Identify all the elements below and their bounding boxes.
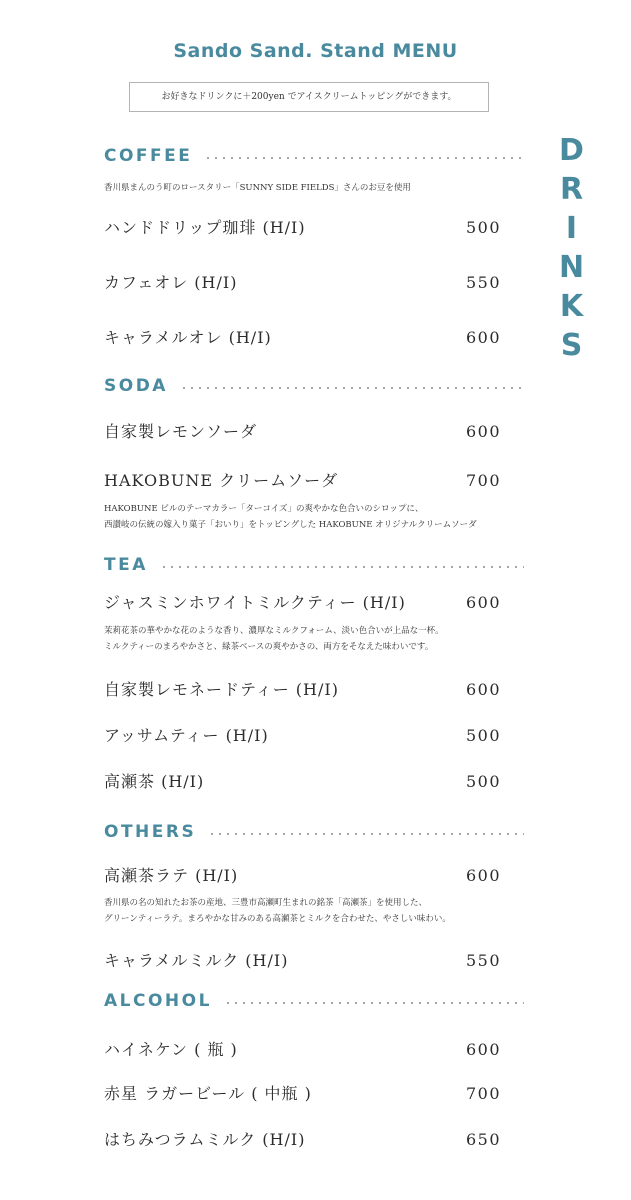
item-price: 600 — [466, 680, 502, 699]
dotted-leader — [180, 387, 524, 389]
item-name: 高瀬茶ラテ (H/I) — [104, 866, 239, 885]
item-name: カフェオレ (H/I) — [104, 273, 238, 292]
item-name: ハンドドリップ珈琲 (H/I) — [104, 218, 306, 237]
drinks-side-label: DRINKS — [554, 133, 589, 367]
menu-item — [104, 217, 504, 239]
others-note-line: グリーンティーラテ。まろやかな甘みのある高瀬茶とミルクを合わせた、やさしい味わい。 — [104, 914, 451, 924]
item-name: ハイネケン ( 瓶 ) — [104, 1040, 238, 1059]
item-price: 600 — [466, 866, 502, 885]
item-price: 600 — [466, 422, 502, 441]
item-price: 500 — [466, 772, 502, 791]
menu-item — [104, 1129, 504, 1151]
menu-item — [104, 725, 504, 747]
tea-note-line: 茉莉花茶の華やかな花のような香り、濃厚なミルクフォーム、淡い色合いが上品な一杯。 — [104, 626, 444, 636]
coffee-note: 香川県まんのう町のロースタリー「SUNNY SIDE FIELDS」さんのお豆を使用 — [104, 183, 411, 193]
menu-item — [104, 950, 504, 972]
item-price: 600 — [466, 593, 502, 612]
soda-note-line: 西讃岐の伝統の嫁入り菓子「おいり」をトッピングした HAKOBUNE オリジナルクリームソーダ — [104, 520, 477, 530]
section-title: SODA — [104, 376, 168, 396]
section-header-soda — [104, 375, 524, 397]
menu-item — [104, 679, 504, 701]
section-header-others — [104, 821, 524, 843]
item-price: 500 — [466, 218, 502, 237]
menu-item — [104, 421, 504, 443]
menu-item — [104, 771, 504, 793]
section-title: OTHERS — [104, 822, 197, 842]
section-header-tea — [104, 554, 524, 576]
menu-title: Sando Sand. Stand MENU — [173, 40, 458, 62]
section-title: COFFEE — [104, 146, 193, 166]
menu-item — [104, 865, 504, 887]
item-name: HAKOBUNE クリームソーダ — [104, 471, 339, 490]
item-name: ジャスミンホワイトミルクティー (H/I) — [104, 593, 406, 612]
soda-note-line: HAKOBUNE ビルのテーマカラー「ターコイズ」の爽やかな色合いのシロップに、 — [104, 504, 424, 514]
menu-item — [104, 272, 504, 294]
item-price: 700 — [466, 471, 502, 490]
others-note-line: 香川県の名の知れたお茶の産地、三豊市高瀬町生まれの銘茶「高瀬茶」を使用した、 — [104, 898, 428, 908]
item-name: 赤星 ラガービール ( 中瓶 ) — [104, 1084, 312, 1103]
section-header-alcohol — [104, 990, 524, 1012]
tea-note-line: ミルクティーのまろやかさと、緑茶ベースの爽やかさの、両方をそなえた味わいです。 — [104, 642, 434, 652]
item-name: キャラメルミルク (H/I) — [104, 951, 289, 970]
item-name: キャラメルオレ (H/I) — [104, 328, 272, 347]
item-price: 550 — [466, 951, 502, 970]
item-name: 高瀬茶 (H/I) — [104, 772, 205, 791]
section-title: TEA — [104, 555, 148, 575]
topping-notice: お好きなドリンクに＋200yen でアイスクリームトッピングができます。 — [129, 82, 489, 112]
item-price: 600 — [466, 328, 502, 347]
dotted-leader — [160, 566, 524, 568]
menu-item — [104, 1039, 504, 1061]
dotted-leader — [204, 157, 524, 159]
item-name: 自家製レモンソーダ — [104, 422, 258, 441]
item-price: 700 — [466, 1084, 502, 1103]
dotted-leader — [208, 833, 524, 835]
item-price: 550 — [466, 273, 502, 292]
menu-item — [104, 470, 504, 492]
item-price: 500 — [466, 726, 502, 745]
menu-item — [104, 327, 504, 349]
menu-item — [104, 1083, 504, 1105]
item-price: 600 — [466, 1040, 502, 1059]
section-header-coffee — [104, 145, 524, 167]
item-name: アッサムティー (H/I) — [104, 726, 269, 745]
item-name: はちみつラムミルク (H/I) — [104, 1130, 306, 1149]
dotted-leader — [224, 1002, 524, 1004]
section-title: ALCOHOL — [104, 991, 212, 1011]
item-name: 自家製レモネードティー (H/I) — [104, 680, 339, 699]
item-price: 650 — [466, 1130, 502, 1149]
menu-item — [104, 592, 504, 614]
